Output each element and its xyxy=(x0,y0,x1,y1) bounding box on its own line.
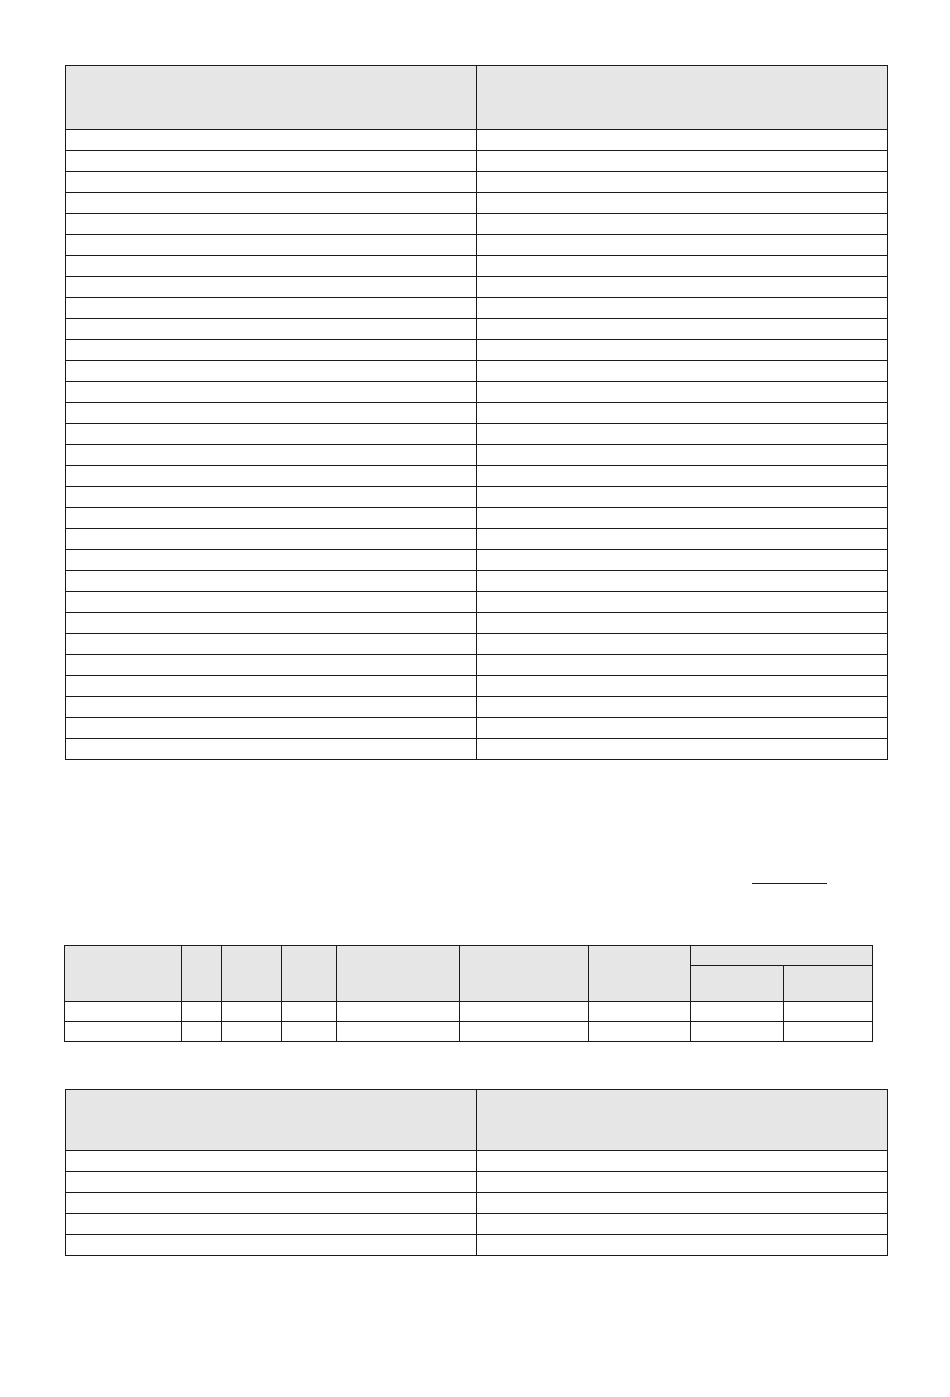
table-row xyxy=(66,1214,888,1235)
table-cell xyxy=(182,1002,222,1022)
table-row xyxy=(66,571,888,592)
table-row xyxy=(66,298,888,319)
column-subheader xyxy=(784,966,873,1002)
table-cell xyxy=(66,256,477,277)
table-row xyxy=(66,487,888,508)
table-cell xyxy=(66,172,477,193)
table-cell xyxy=(66,193,477,214)
table-cell xyxy=(477,298,888,319)
table-row xyxy=(66,214,888,235)
table-cell xyxy=(784,1022,873,1042)
table-cell xyxy=(477,1235,888,1256)
table-cell xyxy=(282,1002,337,1022)
table-row xyxy=(66,655,888,676)
table-3 xyxy=(65,1089,888,1256)
table-cell xyxy=(66,298,477,319)
table-cell xyxy=(589,1002,691,1022)
column-header xyxy=(65,946,182,1002)
table-cell xyxy=(66,214,477,235)
table-cell xyxy=(66,571,477,592)
table-cell xyxy=(66,613,477,634)
table-cell xyxy=(477,193,888,214)
table-cell xyxy=(477,151,888,172)
table-cell xyxy=(477,571,888,592)
table-cell xyxy=(66,508,477,529)
table-cell xyxy=(282,1022,337,1042)
table-header-row xyxy=(66,1090,888,1151)
table-row xyxy=(66,172,888,193)
table-row xyxy=(65,1022,873,1042)
table-row xyxy=(66,151,888,172)
table-cell xyxy=(477,487,888,508)
table-row xyxy=(66,361,888,382)
table-row xyxy=(66,1235,888,1256)
table-cell xyxy=(477,340,888,361)
table-cell xyxy=(66,487,477,508)
table-2 xyxy=(64,945,873,1042)
column-header xyxy=(477,66,888,130)
table-cell xyxy=(66,466,477,487)
table-1 xyxy=(65,65,888,760)
table-row xyxy=(66,739,888,760)
reference-link[interactable] xyxy=(752,868,827,884)
table-cell xyxy=(65,1002,182,1022)
table-cell xyxy=(66,403,477,424)
table-cell xyxy=(691,1022,784,1042)
table-cell xyxy=(66,697,477,718)
table-row xyxy=(66,445,888,466)
column-subheader xyxy=(691,966,784,1002)
table-body xyxy=(66,1151,888,1256)
table-cell xyxy=(66,235,477,256)
table-cell xyxy=(477,277,888,298)
table-row xyxy=(66,403,888,424)
table-cell xyxy=(691,1002,784,1022)
table-cell xyxy=(66,655,477,676)
table-cell xyxy=(66,676,477,697)
table-cell xyxy=(66,550,477,571)
table-cell xyxy=(477,613,888,634)
table-cell xyxy=(66,424,477,445)
table-body xyxy=(66,130,888,760)
table-body xyxy=(65,1002,873,1042)
table-row xyxy=(66,634,888,655)
column-header xyxy=(589,946,691,1002)
table-row xyxy=(66,382,888,403)
table-cell xyxy=(66,592,477,613)
table-cell xyxy=(66,319,477,340)
table-row xyxy=(66,130,888,151)
table-cell xyxy=(460,1002,589,1022)
table-cell xyxy=(477,424,888,445)
table-cell xyxy=(477,466,888,487)
column-header xyxy=(182,946,222,1002)
table-cell xyxy=(222,1002,282,1022)
table-row xyxy=(66,1193,888,1214)
table-cell xyxy=(477,382,888,403)
table-cell xyxy=(784,1002,873,1022)
table-cell xyxy=(66,1235,477,1256)
table-cell xyxy=(66,1172,477,1193)
table-cell xyxy=(477,445,888,466)
group-header xyxy=(691,946,873,966)
column-header xyxy=(337,946,460,1002)
table-cell xyxy=(66,1214,477,1235)
table-cell xyxy=(477,739,888,760)
table-row xyxy=(66,550,888,571)
column-header xyxy=(460,946,589,1002)
table-cell xyxy=(337,1022,460,1042)
column-header xyxy=(66,1090,477,1151)
table-cell xyxy=(477,1172,888,1193)
table-row xyxy=(66,256,888,277)
table-cell xyxy=(66,340,477,361)
table-cell xyxy=(66,382,477,403)
table-cell xyxy=(66,634,477,655)
table-cell xyxy=(477,172,888,193)
table-cell xyxy=(66,718,477,739)
table-row xyxy=(66,340,888,361)
table-row xyxy=(66,592,888,613)
table-row xyxy=(66,319,888,340)
table-row xyxy=(66,508,888,529)
table-row xyxy=(66,235,888,256)
table-cell xyxy=(477,1193,888,1214)
table-cell xyxy=(222,1022,282,1042)
table-row xyxy=(66,676,888,697)
table-cell xyxy=(477,361,888,382)
table-cell xyxy=(477,676,888,697)
table-cell xyxy=(477,529,888,550)
table-cell xyxy=(477,592,888,613)
table-cell xyxy=(477,697,888,718)
table-row xyxy=(66,1151,888,1172)
table-cell xyxy=(66,1151,477,1172)
table-cell xyxy=(477,1214,888,1235)
table-row xyxy=(66,718,888,739)
table-cell xyxy=(66,445,477,466)
table-cell xyxy=(477,319,888,340)
table-cell xyxy=(66,277,477,298)
column-header xyxy=(282,946,337,1002)
column-header xyxy=(477,1090,888,1151)
table-cell xyxy=(477,634,888,655)
table-row xyxy=(66,697,888,718)
table-cell xyxy=(66,361,477,382)
column-header xyxy=(222,946,282,1002)
table-cell xyxy=(66,1193,477,1214)
table-cell xyxy=(477,1151,888,1172)
table-cell xyxy=(477,130,888,151)
table-row xyxy=(65,1002,873,1022)
table-cell xyxy=(477,718,888,739)
table-row xyxy=(66,193,888,214)
table-row xyxy=(66,529,888,550)
table-cell xyxy=(477,214,888,235)
table-cell xyxy=(477,403,888,424)
table-cell xyxy=(66,151,477,172)
table-cell xyxy=(477,550,888,571)
table-cell xyxy=(182,1022,222,1042)
table-header-row xyxy=(66,66,888,130)
column-header xyxy=(66,66,477,130)
table-cell xyxy=(66,130,477,151)
table-cell xyxy=(477,235,888,256)
table-cell xyxy=(66,529,477,550)
table-cell xyxy=(477,508,888,529)
table-cell xyxy=(66,739,477,760)
table-cell xyxy=(589,1022,691,1042)
table-row xyxy=(66,1172,888,1193)
table-row xyxy=(66,466,888,487)
table-cell xyxy=(460,1022,589,1042)
table-header-row xyxy=(65,946,873,966)
table-cell xyxy=(337,1002,460,1022)
table-cell xyxy=(65,1022,182,1042)
table-cell xyxy=(477,655,888,676)
table-cell xyxy=(477,256,888,277)
table-row xyxy=(66,424,888,445)
table-row xyxy=(66,277,888,298)
table-row xyxy=(66,613,888,634)
